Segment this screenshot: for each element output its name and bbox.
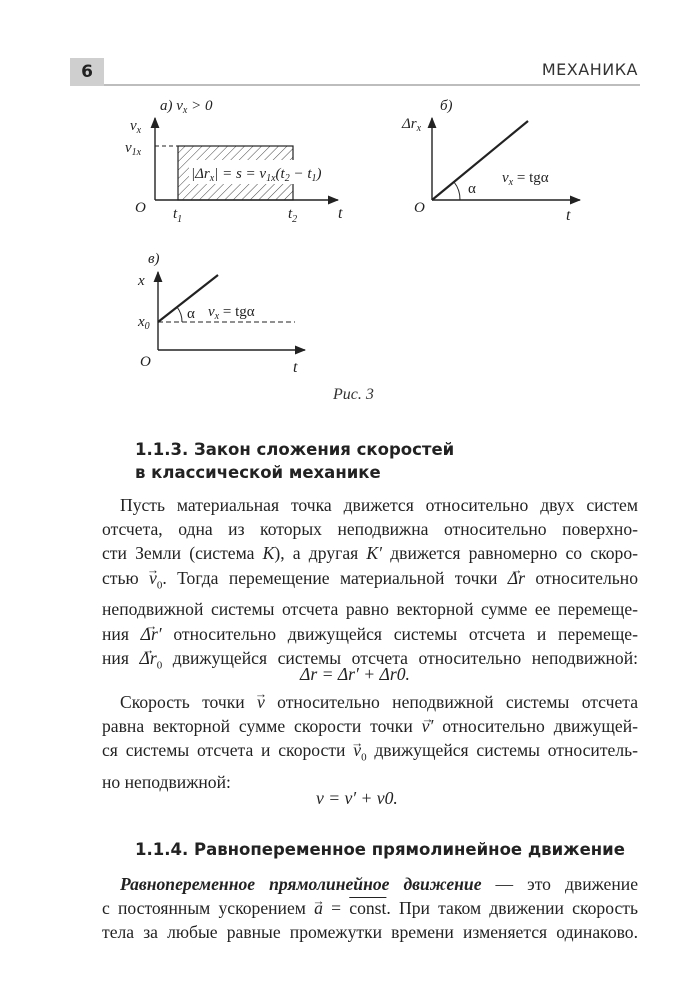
p1-line-2: отсчета, одна из которых неподвижна относительно поверхно- bbox=[102, 519, 638, 540]
panel-a bbox=[125, 98, 343, 225]
p1-line-3: сти Земли (система K), а другая K′ движется равномерно со скоро- bbox=[102, 543, 638, 564]
panel-a-x-label: t bbox=[338, 205, 343, 222]
panel-b-origin: O bbox=[414, 200, 425, 216]
section-113-paragraph-1 bbox=[102, 493, 638, 677]
p1-line-5: неподвижной системы отсчета равно векторной сумме ее перемеще- bbox=[102, 599, 638, 620]
panel-a-level-label: $v_{1x}$ bbox=[125, 140, 142, 158]
p2-line-4: но неподвижной: bbox=[102, 772, 231, 793]
panel-c bbox=[137, 251, 305, 376]
formula-displacement: Δr = Δr′ + Δr0. bbox=[300, 664, 410, 684]
panel-a-t2: $t_2$ bbox=[288, 206, 298, 225]
panel-b-angle: α bbox=[468, 181, 476, 197]
section-113-title-line2: в классической механике bbox=[135, 463, 381, 482]
section-114-paragraph bbox=[102, 872, 638, 945]
p2-line-3: ся системы отсчета и скорости → $v_0$ движущейся системы относитель- bbox=[102, 738, 638, 770]
page-number: 6 bbox=[70, 58, 104, 86]
panel-c-y-label: x bbox=[138, 273, 145, 289]
panel-b-label: б) bbox=[440, 98, 453, 114]
panel-a-t1: $t_1$ bbox=[173, 206, 183, 225]
p3-line-1: Равнопеременное прямолинейное движение — это движение bbox=[120, 874, 639, 894]
panel-b-angle-arc bbox=[454, 182, 460, 200]
panel-c-angle-arc bbox=[177, 307, 182, 322]
panel-c-slope: $v_x = tg\alpha$ bbox=[208, 304, 255, 322]
panel-c-intercept: $x_0$ bbox=[138, 314, 150, 332]
panel-c-angle: α bbox=[187, 306, 195, 322]
panel-a-origin: O bbox=[135, 200, 146, 216]
figure-caption: Рис. 3 bbox=[333, 386, 374, 403]
running-title: МЕХАНИКА bbox=[541, 60, 638, 79]
panel-b-line bbox=[432, 121, 528, 200]
section-113-paragraph-2 bbox=[102, 690, 638, 794]
section-113-title-line1: 1.1.3. Закон сложения скоростей bbox=[135, 440, 455, 459]
panel-c-label: в) bbox=[148, 251, 160, 267]
panel-a-formula: $|\Delta r_x| = s = v_{1x}(t_2 - t_1)$ bbox=[191, 166, 322, 184]
p3-line-3: тела за любые равные промежутки времени изменяется одинаково. bbox=[102, 922, 638, 943]
panel-b bbox=[401, 98, 580, 224]
panel-b-y-label: $\Delta r_x$ bbox=[402, 116, 422, 134]
panel-a-label: a) $v_x > 0$ bbox=[160, 98, 213, 116]
panel-a-y-label: $v_x$ bbox=[130, 118, 142, 136]
panel-c-x-label: t bbox=[293, 359, 298, 376]
p1-line-1: Пусть материальная точка движется относительно двух систем bbox=[120, 495, 638, 515]
p1-line-4: стью → $v_0$. Тогда перемещение материальной точки → Δr относительно bbox=[102, 566, 638, 598]
section-114-title: 1.1.4. Равнопеременное прямолинейное движение bbox=[135, 840, 625, 859]
panel-b-slope: $v_x = tg\alpha$ bbox=[502, 170, 549, 188]
p1-line-6: ния → Δr′ относительно движущейся системы отсчета и перемеще- bbox=[102, 622, 638, 646]
section-113-title bbox=[135, 438, 454, 484]
formula-velocity: v = v′ + v0. bbox=[316, 788, 398, 808]
panel-b-x-label: t bbox=[566, 207, 571, 224]
panel-c-origin: O bbox=[140, 354, 151, 370]
p2-line-2: равна векторной сумме скорости точки → v′ относительно движущей- bbox=[102, 714, 638, 738]
p1-line-7: ния → $\Delta r_0$ движущейся системы отсчета относительно неподвижной: bbox=[102, 646, 638, 678]
p3-line-2: с постоянным ускорением → a = const. При таком движении скорость bbox=[102, 896, 638, 920]
p2-line-1: Скорость точки → v относительно неподвижной системы отсчета bbox=[102, 690, 638, 714]
figure-3 bbox=[0, 0, 700, 420]
